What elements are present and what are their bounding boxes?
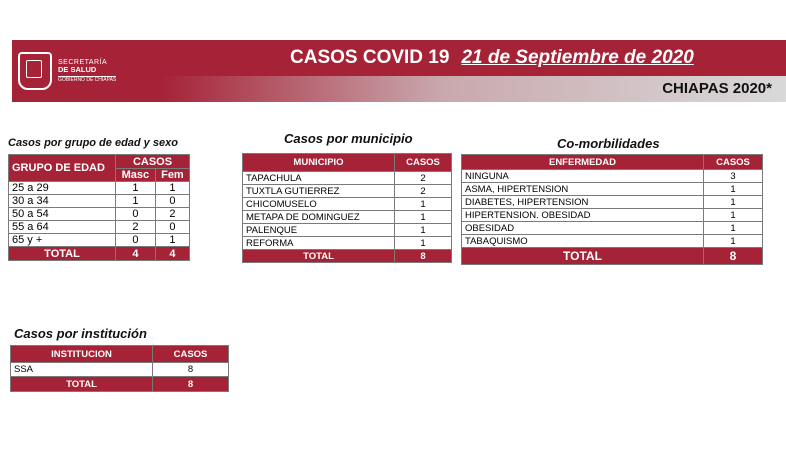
cases-cell: 1	[395, 224, 452, 237]
comorbilidades-total-label: TOTAL	[462, 248, 704, 265]
table-row	[243, 198, 452, 211]
col-header-cases: CASOS	[116, 155, 190, 169]
masc-cell: 2	[116, 221, 156, 234]
table-row	[243, 172, 452, 185]
table-row	[462, 183, 763, 196]
institucion-total: 8	[153, 377, 229, 392]
name-cell: PALENQUE	[243, 224, 395, 237]
fem-cell: 2	[155, 208, 189, 221]
comorbilidades-total: 8	[704, 248, 763, 265]
name-cell: TAPACHULA	[243, 172, 395, 185]
table-row	[462, 170, 763, 183]
cases-cell: 2	[395, 172, 452, 185]
table-row	[9, 221, 190, 234]
name-cell: CHICOMUSELO	[243, 198, 395, 211]
cases-cell: 1	[395, 198, 452, 211]
table-row	[462, 222, 763, 235]
cases-cell: 2	[395, 185, 452, 198]
table-row	[9, 234, 190, 247]
table-row	[462, 235, 763, 248]
masc-cell: 1	[116, 182, 156, 195]
age-sex-table	[8, 154, 190, 261]
age-total-masc: 4	[116, 247, 156, 261]
table-row	[243, 185, 452, 198]
cases-cell: 1	[395, 237, 452, 250]
municipio-total: 8	[395, 250, 452, 263]
fem-cell: 0	[155, 221, 189, 234]
table-row	[462, 209, 763, 222]
table-row	[462, 196, 763, 209]
col-header-enfermedad: ENFERMEDAD	[462, 155, 704, 170]
col-header-municipio: MUNICIPIO	[243, 154, 395, 172]
comorbilidades-table	[461, 154, 763, 265]
cases-cell: 1	[704, 183, 763, 196]
col-header-comorb-cases: CASOS	[704, 155, 763, 170]
cases-cell: 8	[153, 363, 229, 377]
age-group-cell: 30 a 34	[9, 195, 116, 208]
title-date: 21 de Septiembre de 2020	[461, 47, 694, 68]
table-row	[11, 363, 229, 377]
fem-cell: 1	[155, 234, 189, 247]
cases-cell: 1	[704, 222, 763, 235]
col-header-institucion: INSTITUCION	[11, 346, 153, 363]
municipio-total-label: TOTAL	[243, 250, 395, 263]
secretaria-logo	[18, 44, 158, 98]
fem-cell: 1	[155, 182, 189, 195]
logo-line-2: DE SALUD	[58, 65, 97, 75]
table-row	[243, 211, 452, 224]
age-group-cell: 55 a 64	[9, 221, 116, 234]
col-header-municipio-cases: CASOS	[395, 154, 452, 172]
municipio-table	[242, 153, 452, 263]
age-group-cell: 25 a 29	[9, 182, 116, 195]
page-subtitle: CHIAPAS 2020*	[662, 80, 772, 97]
cases-cell: 1	[704, 196, 763, 209]
col-header-institucion-cases: CASOS	[153, 346, 229, 363]
name-cell: NINGUNA	[462, 170, 704, 183]
age-total-label: TOTAL	[9, 247, 116, 261]
cases-cell: 3	[704, 170, 763, 183]
cases-cell: 1	[704, 209, 763, 222]
page-title	[290, 45, 694, 71]
coat-of-arms-icon	[18, 52, 52, 90]
institucion-total-label: TOTAL	[11, 377, 153, 392]
name-cell: OBESIDAD	[462, 222, 704, 235]
name-cell: TABAQUISMO	[462, 235, 704, 248]
age-total-fem: 4	[155, 247, 189, 261]
masc-cell: 1	[116, 195, 156, 208]
name-cell: DIABETES, HIPERTENSION	[462, 196, 704, 209]
masc-cell: 0	[116, 208, 156, 221]
age-sex-title: Casos por grupo de edad y sexo	[8, 137, 178, 149]
age-group-cell: 50 a 54	[9, 208, 116, 221]
institucion-table	[10, 345, 229, 392]
col-header-group: GRUPO DE EDAD	[9, 155, 116, 182]
logo-line-3: GOBIERNO DE CHIAPAS	[58, 76, 117, 83]
table-row	[9, 195, 190, 208]
cases-cell: 1	[704, 235, 763, 248]
name-cell: ASMA, HIPERTENSION	[462, 183, 704, 196]
cases-cell: 1	[395, 211, 452, 224]
age-group-cell: 65 y +	[9, 234, 116, 247]
title-text: CASOS COVID 19	[290, 47, 450, 68]
name-cell: SSA	[11, 363, 153, 377]
name-cell: TUXTLA GUTIERREZ	[243, 185, 395, 198]
col-header-masc: Masc	[116, 169, 156, 182]
table-row	[9, 182, 190, 195]
name-cell: REFORMA	[243, 237, 395, 250]
masc-cell: 0	[116, 234, 156, 247]
table-row	[243, 237, 452, 250]
municipio-title: Casos por municipio	[284, 131, 413, 146]
name-cell: HIPERTENSION. OBESIDAD	[462, 209, 704, 222]
institucion-title: Casos por institución	[14, 326, 147, 341]
fem-cell: 0	[155, 195, 189, 208]
table-row	[9, 208, 190, 221]
col-header-fem: Fem	[155, 169, 189, 182]
comorbilidades-title: Co-morbilidades	[557, 136, 660, 151]
logo-line-1: SECRETARÍA	[58, 58, 108, 66]
table-row	[243, 224, 452, 237]
name-cell: METAPA DE DOMINGUEZ	[243, 211, 395, 224]
